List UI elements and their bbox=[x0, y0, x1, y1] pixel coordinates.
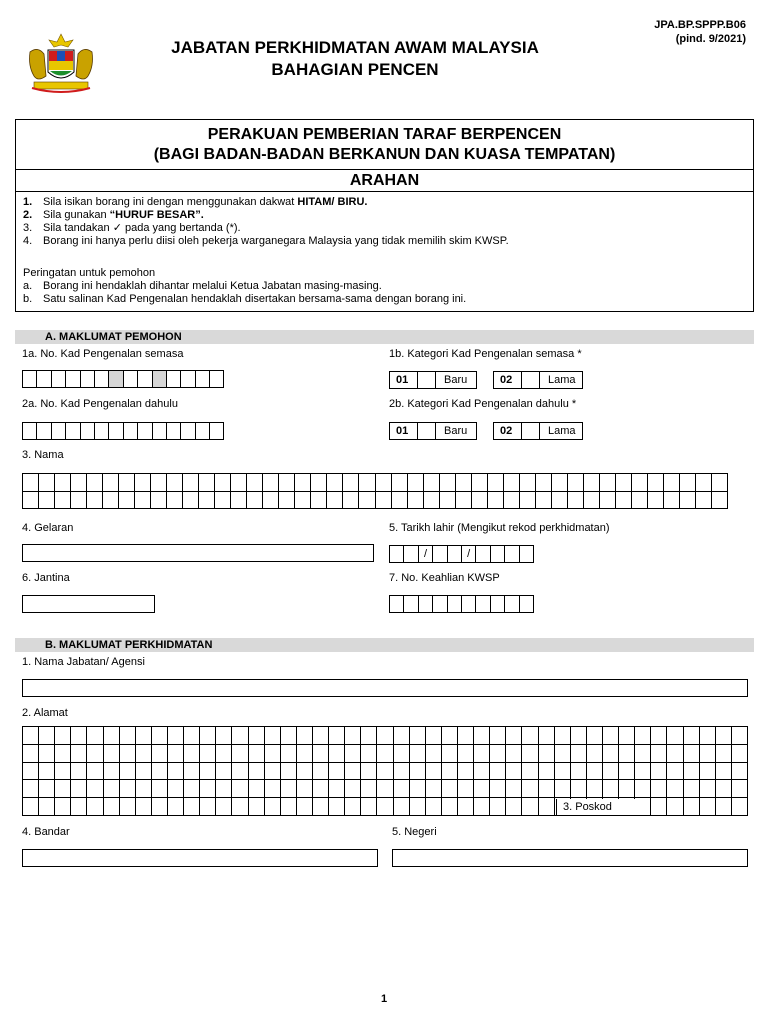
category-code-old: 02 bbox=[493, 422, 522, 440]
coat-of-arms-logo bbox=[18, 32, 104, 96]
ic-previous-label: 2a. No. Kad Pengenalan dahulu bbox=[22, 398, 178, 410]
category-label-new: Baru bbox=[436, 371, 477, 389]
gender-input[interactable] bbox=[22, 595, 155, 613]
state-input[interactable] bbox=[392, 849, 748, 867]
category-label-new: Baru bbox=[436, 422, 477, 440]
category-code-old: 02 bbox=[493, 371, 522, 389]
section-b-header: B. MAKLUMAT PERKHIDMATAN bbox=[15, 638, 754, 652]
category-code-new: 01 bbox=[389, 371, 418, 389]
ic-previous-new-checkbox[interactable] bbox=[418, 422, 436, 440]
ic-current-label: 1a. No. Kad Pengenalan semasa bbox=[22, 348, 184, 360]
instruction-item: 4. Borang ini hanya perlu diisi oleh pekerja warganegara Malaysia yang tidak memilih skim KWSP. bbox=[23, 235, 509, 247]
category-label-old: Lama bbox=[540, 371, 583, 389]
warning-item: b. Satu salinan Kad Pengenalan hendaklah disertakan bersama-sama dengan borang ini. bbox=[23, 293, 467, 305]
ic-previous-input[interactable] bbox=[22, 422, 224, 440]
division-name: BAHAGIAN PENCEN bbox=[271, 60, 439, 79]
category-code-new: 01 bbox=[389, 422, 418, 440]
instruction-item: 3. Sila tandakan ✓ pada yang bertanda (*). bbox=[23, 222, 241, 234]
postcode-label: 3. Poskod bbox=[563, 801, 612, 813]
divider bbox=[16, 169, 753, 170]
form-title: PERAKUAN PEMBERIAN TARAF BERPENCEN bbox=[207, 126, 562, 143]
birth-date-label: 5. Tarikh lahir (Mengikut rekod perkhidmatan) bbox=[389, 522, 610, 534]
name-input-grid[interactable] bbox=[22, 473, 728, 509]
ic-current-input[interactable] bbox=[22, 370, 224, 388]
ic-current-old-checkbox[interactable] bbox=[522, 371, 540, 389]
name-label: 3. Nama bbox=[22, 449, 64, 461]
instructions-heading: ARAHAN bbox=[349, 172, 420, 189]
department-label: 1. Nama Jabatan/ Agensi bbox=[22, 656, 145, 668]
ic-previous-category bbox=[389, 422, 583, 440]
date-separator: / bbox=[418, 545, 433, 563]
page-number: 1 bbox=[380, 993, 388, 1005]
title-input[interactable] bbox=[22, 544, 374, 562]
section-a-header: A. MAKLUMAT PEMOHON bbox=[15, 330, 754, 344]
form-code: JPA.BP.SPPP.B06 bbox=[654, 19, 746, 31]
ic-current-category-label: 1b. Kategori Kad Pengenalan semasa * bbox=[389, 348, 582, 360]
ic-previous-old-checkbox[interactable] bbox=[522, 422, 540, 440]
instruction-item: 1. Sila isikan borang ini dengan menggunakan dakwat HITAM/ BIRU. bbox=[23, 196, 368, 208]
gender-label: 6. Jantina bbox=[22, 572, 70, 584]
city-label: 4. Bandar bbox=[22, 826, 70, 838]
agency-name: JABATAN PERKHIDMATAN AWAM MALAYSIA bbox=[171, 38, 539, 57]
postcode-label-area bbox=[556, 799, 649, 816]
title-instructions-box bbox=[15, 119, 754, 312]
date-separator: / bbox=[461, 545, 476, 563]
state-label: 5. Negeri bbox=[392, 826, 437, 838]
ic-current-new-checkbox[interactable] bbox=[418, 371, 436, 389]
category-label-old: Lama bbox=[540, 422, 583, 440]
city-input[interactable] bbox=[22, 849, 378, 867]
birth-date-input[interactable] bbox=[389, 545, 534, 563]
form-code-block bbox=[654, 18, 746, 46]
kwsp-number-label: 7. No. Keahlian KWSP bbox=[389, 572, 500, 584]
divider bbox=[16, 191, 753, 192]
ic-current-category bbox=[389, 371, 583, 389]
warning-title: Peringatan untuk pemohon bbox=[23, 267, 156, 279]
title-label: 4. Gelaran bbox=[22, 522, 74, 534]
instruction-item: 2. Sila gunakan “HURUF BESAR”. bbox=[23, 209, 204, 221]
kwsp-number-input[interactable] bbox=[389, 595, 534, 613]
address-label: 2. Alamat bbox=[22, 707, 68, 719]
ic-previous-category-label: 2b. Kategori Kad Pengenalan dahulu * bbox=[389, 398, 577, 410]
warning-item: a. Borang ini hendaklah dihantar melalui Ketua Jabatan masing-masing. bbox=[23, 280, 382, 292]
form-revision: (pind. 9/2021) bbox=[675, 33, 746, 45]
form-subtitle: (BAGI BADAN-BADAN BERKANUN DAN KUASA TEMPATAN) bbox=[153, 146, 616, 163]
department-input[interactable] bbox=[22, 679, 748, 697]
